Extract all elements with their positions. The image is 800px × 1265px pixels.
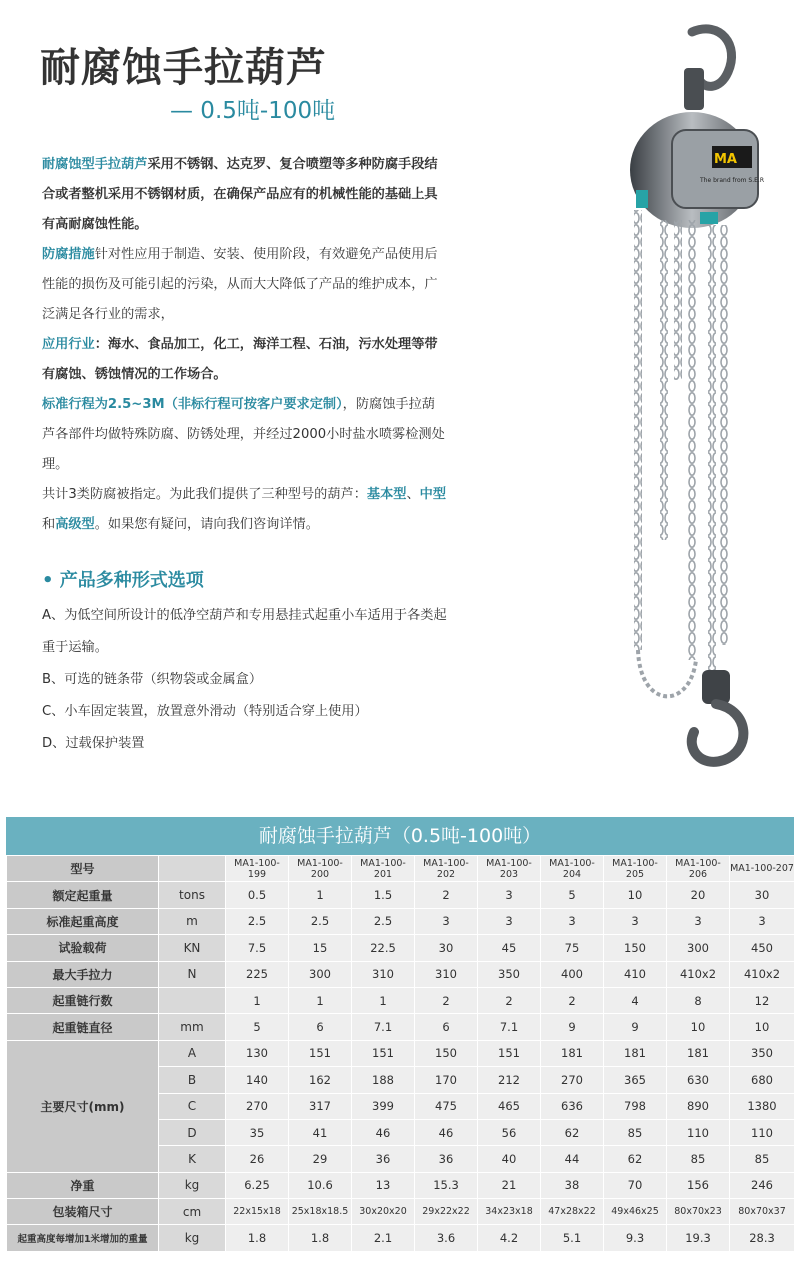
value-cell: 246	[730, 1172, 795, 1198]
value-cell: 636	[541, 1093, 604, 1119]
text: 、	[406, 487, 420, 502]
value-cell: 181	[604, 1040, 667, 1066]
row-unit: KN	[159, 935, 226, 961]
row-label: 额定起重量	[7, 882, 159, 908]
value-cell: 156	[667, 1172, 730, 1198]
value-cell: 10.6	[289, 1172, 352, 1198]
text: ：海水、食品加工，化工，海洋工程、石油，污水处理等带有腐蚀、锈蚀情况的工作场合。	[42, 337, 438, 382]
value-cell: 130	[226, 1040, 289, 1066]
intro-paragraph-1	[42, 150, 447, 240]
value-cell: 365	[604, 1067, 667, 1093]
row-unit: N	[159, 961, 226, 987]
model-cell: MA1-100-204	[541, 856, 604, 882]
spec-table-grid	[6, 855, 795, 1252]
value-cell: 47x28x22	[541, 1199, 604, 1225]
value-cell: 225	[226, 961, 289, 987]
value-cell: 140	[226, 1067, 289, 1093]
value-cell: 9	[541, 1014, 604, 1040]
value-cell: 40	[478, 1146, 541, 1172]
value-cell: 30	[730, 882, 795, 908]
value-cell: 80x70x37	[730, 1199, 795, 1225]
highlight: 高级型	[55, 517, 95, 532]
value-cell: 5.1	[541, 1225, 604, 1251]
row-unit: B	[159, 1067, 226, 1093]
value-cell: 3	[730, 908, 795, 934]
table-row	[7, 1225, 795, 1251]
value-cell: 35	[226, 1119, 289, 1145]
value-cell: 62	[541, 1119, 604, 1145]
value-cell: 1.8	[289, 1225, 352, 1251]
value-cell: 300	[289, 961, 352, 987]
value-cell: 2.1	[352, 1225, 415, 1251]
value-cell: 6	[415, 1014, 478, 1040]
value-cell: 41	[289, 1119, 352, 1145]
spec-table	[6, 817, 794, 1252]
value-cell: 3	[478, 908, 541, 934]
value-cell: 36	[352, 1146, 415, 1172]
value-cell: 1380	[730, 1093, 795, 1119]
option-item: C、小车固定装置，放置意外滑动（特别适合穿上使用）	[42, 704, 368, 719]
value-cell: 399	[352, 1093, 415, 1119]
text: 针对性应用于制造、安装、使用阶段，有效避免产品使用后性能的损伤及可能引起的污染，从而大大降低了产品的维护成本，广泛满足各行业的需求，	[42, 247, 438, 322]
model-cell: MA1-100-207	[730, 856, 795, 882]
value-cell: 4	[604, 987, 667, 1013]
highlight: 应用行业	[42, 337, 95, 352]
row-label: 最大手拉力	[7, 961, 159, 987]
value-cell: 36	[415, 1146, 478, 1172]
value-cell: 85	[604, 1119, 667, 1145]
table-row	[7, 987, 795, 1013]
option-item: B、可选的链条带（织物袋或金属盒）	[42, 672, 263, 687]
value-cell: 270	[541, 1067, 604, 1093]
option-item: A、为低空间所设计的低净空葫芦和专用悬挂式起重小车适用于各类起重于运输。	[42, 608, 447, 655]
brand-tagline: The brand from S.E.R	[700, 177, 764, 184]
value-cell: 44	[541, 1146, 604, 1172]
value-cell: 798	[604, 1093, 667, 1119]
highlight: 防腐措施	[42, 247, 95, 262]
row-label: 起重链直径	[7, 1014, 159, 1040]
highlight: 耐腐蚀型手拉葫芦	[42, 157, 148, 172]
options-list	[42, 600, 447, 760]
value-cell: 38	[541, 1172, 604, 1198]
row-unit: A	[159, 1040, 226, 1066]
value-cell: 34x23x18	[478, 1199, 541, 1225]
row-unit: kg	[159, 1225, 226, 1251]
value-cell: 3	[604, 908, 667, 934]
value-cell: 15	[289, 935, 352, 961]
text: 共计3类防腐被指定。为此我们提供了三种型号的葫芦：	[42, 487, 367, 502]
value-cell: 1	[226, 987, 289, 1013]
value-cell: 28.3	[730, 1225, 795, 1251]
row-unit: kg	[159, 1172, 226, 1198]
value-cell: 20	[667, 882, 730, 908]
value-cell: 45	[478, 935, 541, 961]
value-cell: 350	[478, 961, 541, 987]
intro-paragraph-3	[42, 330, 447, 390]
intro-paragraph-4	[42, 390, 447, 480]
value-cell: 3	[478, 882, 541, 908]
row-unit	[159, 987, 226, 1013]
row-label: 起重链行数	[7, 987, 159, 1013]
model-cell: MA1-100-206	[667, 856, 730, 882]
value-cell: 188	[352, 1067, 415, 1093]
value-cell: 270	[226, 1093, 289, 1119]
row-unit: D	[159, 1119, 226, 1145]
value-cell: 26	[226, 1146, 289, 1172]
text: 采用不锈钢、达克罗、复合喷塑等多种防腐手段结合或者整机采用不锈钢材质，在确保产品应有的机械性能的基础上具有高耐腐蚀性能。	[42, 157, 438, 232]
chain-hoist-image	[600, 20, 770, 780]
value-cell: 6.25	[226, 1172, 289, 1198]
value-cell: 151	[352, 1040, 415, 1066]
value-cell: 1	[352, 987, 415, 1013]
text: 。如果您有疑问，请向我们咨询详情。	[94, 517, 319, 532]
value-cell: 630	[667, 1067, 730, 1093]
row-unit: m	[159, 908, 226, 934]
model-cell: MA1-100-203	[478, 856, 541, 882]
table-row	[7, 1172, 795, 1198]
value-cell: 110	[730, 1119, 795, 1145]
value-cell: 3.6	[415, 1225, 478, 1251]
model-cell: MA1-100-199	[226, 856, 289, 882]
row-unit: cm	[159, 1199, 226, 1225]
value-cell: 310	[415, 961, 478, 987]
value-cell: 9.3	[604, 1225, 667, 1251]
value-cell: 170	[415, 1067, 478, 1093]
row-label: 起重高度每增加1米增加的重量	[7, 1225, 159, 1251]
value-cell: 7.5	[226, 935, 289, 961]
value-cell: 80x70x23	[667, 1199, 730, 1225]
row-label: 型号	[7, 856, 159, 882]
table-row	[7, 882, 795, 908]
highlight: 基本型	[366, 487, 407, 502]
row-label: 包装箱尺寸	[7, 1199, 159, 1225]
value-cell: 3	[541, 908, 604, 934]
value-cell: 0.5	[226, 882, 289, 908]
value-cell: 2	[541, 987, 604, 1013]
value-cell: 110	[667, 1119, 730, 1145]
row-unit: C	[159, 1093, 226, 1119]
table-row	[7, 856, 795, 882]
row-unit: mm	[159, 1014, 226, 1040]
row-unit: K	[159, 1146, 226, 1172]
row-unit: tons	[159, 882, 226, 908]
table-row	[7, 908, 795, 934]
intro-text	[42, 150, 447, 540]
table-row	[7, 1199, 795, 1225]
value-cell: 1.8	[226, 1225, 289, 1251]
row-label: 主要尺寸(mm)	[7, 1040, 159, 1172]
value-cell: 465	[478, 1093, 541, 1119]
value-cell: 30	[415, 935, 478, 961]
value-cell: 46	[352, 1119, 415, 1145]
value-cell: 212	[478, 1067, 541, 1093]
value-cell: 49x46x25	[604, 1199, 667, 1225]
value-cell: 410x2	[667, 961, 730, 987]
value-cell: 4.2	[478, 1225, 541, 1251]
table-row	[7, 1040, 795, 1066]
value-cell: 13	[352, 1172, 415, 1198]
value-cell: 2	[415, 987, 478, 1013]
value-cell: 10	[667, 1014, 730, 1040]
intro-paragraph-2	[42, 240, 447, 330]
value-cell: 2	[478, 987, 541, 1013]
value-cell: 5	[226, 1014, 289, 1040]
value-cell: 9	[604, 1014, 667, 1040]
value-cell: 22.5	[352, 935, 415, 961]
value-cell: 46	[415, 1119, 478, 1145]
value-cell: 350	[730, 1040, 795, 1066]
value-cell: 12	[730, 987, 795, 1013]
value-cell: 151	[478, 1040, 541, 1066]
model-cell: MA1-100-205	[604, 856, 667, 882]
table-row	[7, 935, 795, 961]
value-cell: 1	[289, 987, 352, 1013]
value-cell: 3	[415, 908, 478, 934]
value-cell: 2.5	[289, 908, 352, 934]
value-cell: 680	[730, 1067, 795, 1093]
table-row	[7, 961, 795, 987]
value-cell: 1.5	[352, 882, 415, 908]
value-cell: 30x20x20	[352, 1199, 415, 1225]
value-cell: 8	[667, 987, 730, 1013]
value-cell: 410x2	[730, 961, 795, 987]
value-cell: 317	[289, 1093, 352, 1119]
value-cell: 85	[667, 1146, 730, 1172]
value-cell: 75	[541, 935, 604, 961]
table-row	[7, 1014, 795, 1040]
value-cell: 890	[667, 1093, 730, 1119]
value-cell: 151	[289, 1040, 352, 1066]
page-subtitle: — 0.5吨-100吨	[170, 98, 336, 124]
text: 和	[42, 517, 56, 532]
value-cell: 300	[667, 935, 730, 961]
intro-paragraph-5	[42, 480, 447, 540]
highlight: 标准行程为2.5~3M（非标行程可按客户要求定制）	[42, 397, 343, 412]
value-cell: 5	[541, 882, 604, 908]
highlight: 中型	[419, 487, 447, 502]
value-cell: 181	[541, 1040, 604, 1066]
value-cell: 150	[604, 935, 667, 961]
value-cell: 475	[415, 1093, 478, 1119]
value-cell: 7.1	[478, 1014, 541, 1040]
value-cell: 310	[352, 961, 415, 987]
value-cell: 70	[604, 1172, 667, 1198]
value-cell: 2.5	[226, 908, 289, 934]
model-cell: MA1-100-202	[415, 856, 478, 882]
options-title: • 产品多种形式选项	[42, 570, 204, 591]
value-cell: 1	[289, 882, 352, 908]
row-unit	[159, 856, 226, 882]
value-cell: 29x22x22	[415, 1199, 478, 1225]
value-cell: 400	[541, 961, 604, 987]
model-cell: MA1-100-200	[289, 856, 352, 882]
value-cell: 62	[604, 1146, 667, 1172]
value-cell: 10	[730, 1014, 795, 1040]
value-cell: 25x18x18.5	[289, 1199, 352, 1225]
value-cell: 162	[289, 1067, 352, 1093]
value-cell: 85	[730, 1146, 795, 1172]
value-cell: 2	[415, 882, 478, 908]
value-cell: 15.3	[415, 1172, 478, 1198]
value-cell: 3	[667, 908, 730, 934]
value-cell: 29	[289, 1146, 352, 1172]
value-cell: 150	[415, 1040, 478, 1066]
value-cell: 10	[604, 882, 667, 908]
row-label: 标准起重高度	[7, 908, 159, 934]
row-label: 试验载荷	[7, 935, 159, 961]
option-item: D、过载保护装置	[42, 736, 145, 751]
value-cell: 2.5	[352, 908, 415, 934]
text: ，防腐蚀手拉葫芦各部件均做特殊防腐、防锈处理，并经过2000小时盐水喷雾检测处理。	[42, 397, 445, 472]
brand-logo: MA	[714, 152, 737, 167]
value-cell: 19.3	[667, 1225, 730, 1251]
value-cell: 22x15x18	[226, 1199, 289, 1225]
value-cell: 56	[478, 1119, 541, 1145]
value-cell: 21	[478, 1172, 541, 1198]
row-label: 净重	[7, 1172, 159, 1198]
value-cell: 450	[730, 935, 795, 961]
page-title: 耐腐蚀手拉葫芦	[40, 45, 327, 91]
spec-table-title: 耐腐蚀手拉葫芦（0.5吨-100吨）	[6, 817, 794, 855]
model-cell: MA1-100-201	[352, 856, 415, 882]
value-cell: 410	[604, 961, 667, 987]
value-cell: 7.1	[352, 1014, 415, 1040]
value-cell: 6	[289, 1014, 352, 1040]
value-cell: 181	[667, 1040, 730, 1066]
